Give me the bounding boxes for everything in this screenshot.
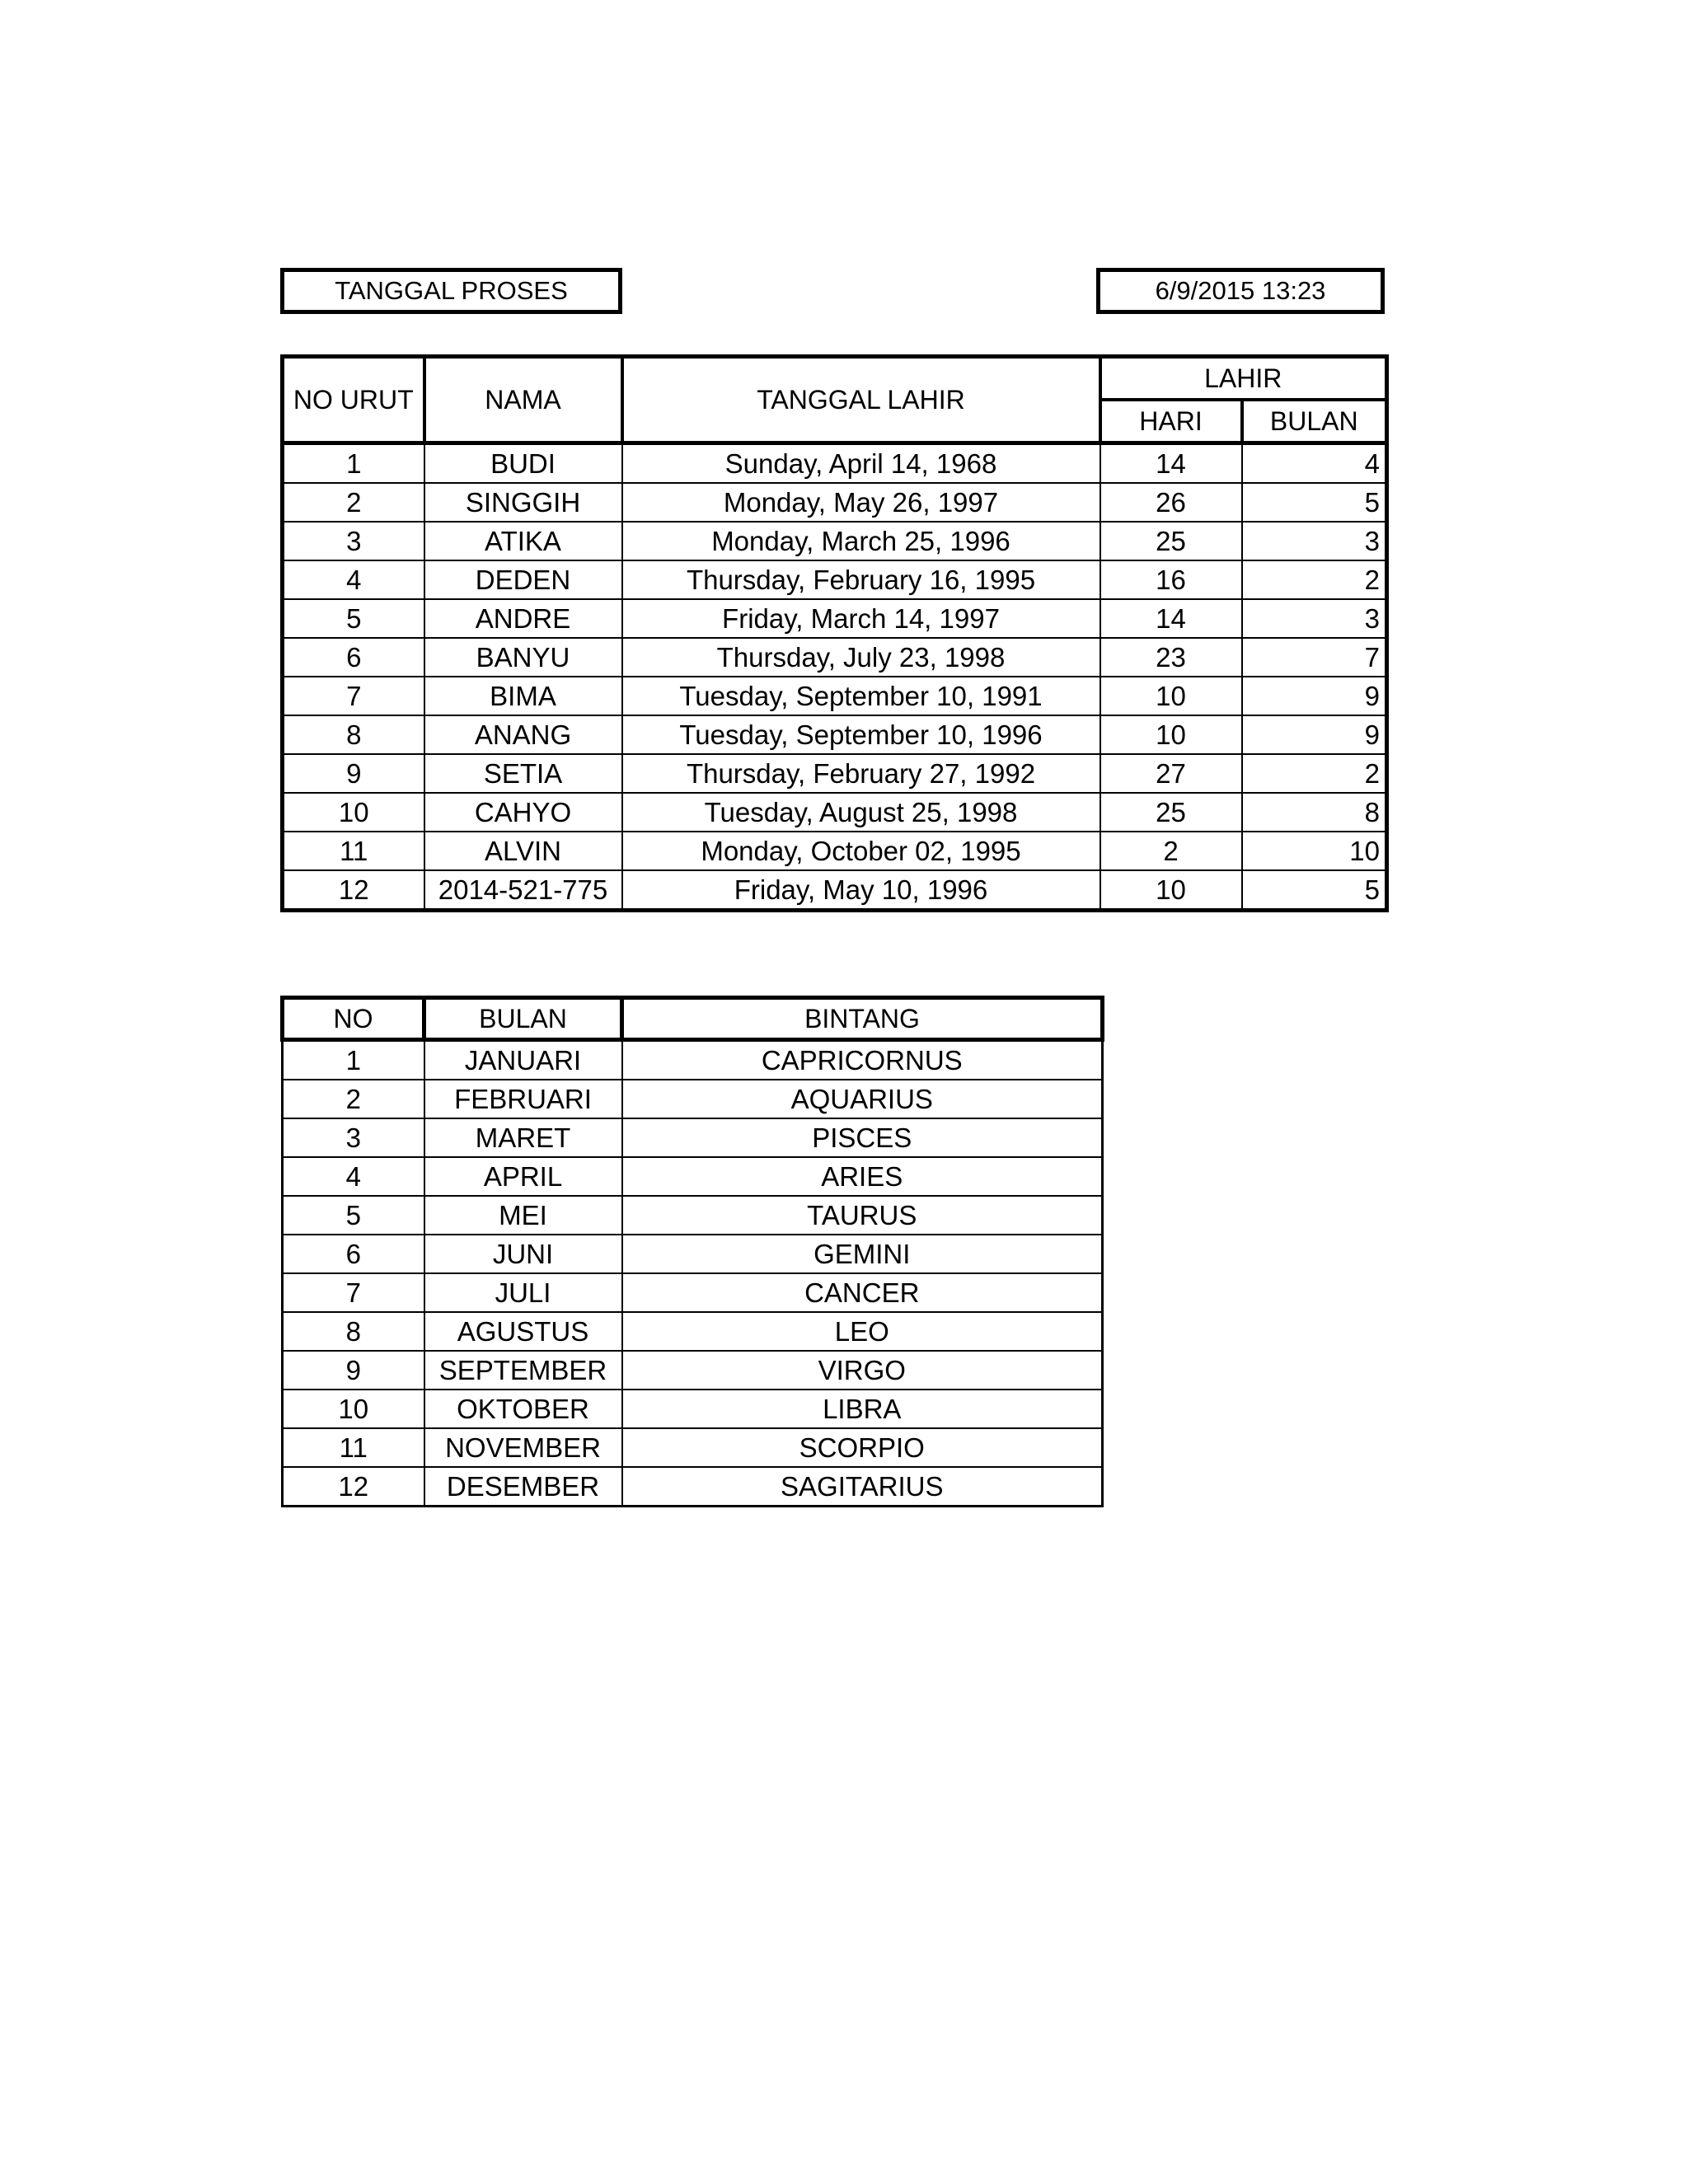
cell-tanggal[interactable]: Thursday, February 27, 1992 bbox=[622, 754, 1100, 793]
cell-tanggal[interactable]: Tuesday, September 10, 1991 bbox=[622, 677, 1100, 715]
cell-no[interactable]: 4 bbox=[283, 1157, 424, 1196]
cell-bintang[interactable]: TAURUS bbox=[622, 1196, 1103, 1235]
cell-tanggal[interactable]: Tuesday, August 25, 1998 bbox=[622, 793, 1100, 832]
cell-bulan[interactable]: 9 bbox=[1242, 677, 1387, 715]
cell-bulan[interactable]: APRIL bbox=[424, 1157, 622, 1196]
cell-no[interactable]: 5 bbox=[283, 1196, 424, 1235]
header-bulan-zodiac: BULAN bbox=[424, 998, 622, 1040]
table-row bbox=[283, 443, 1387, 484]
cell-no[interactable]: 4 bbox=[283, 560, 424, 599]
cell-bulan[interactable]: 7 bbox=[1242, 638, 1387, 677]
cell-tanggal[interactable]: Thursday, February 16, 1995 bbox=[622, 560, 1100, 599]
cell-no[interactable]: 11 bbox=[283, 832, 424, 870]
cell-nama[interactable]: DEDEN bbox=[424, 560, 622, 599]
cell-bintang[interactable]: LIBRA bbox=[622, 1390, 1103, 1428]
table-row bbox=[283, 677, 1387, 715]
cell-bulan[interactable]: 2 bbox=[1242, 560, 1387, 599]
cell-no[interactable]: 3 bbox=[283, 1118, 424, 1157]
table-row bbox=[283, 483, 1387, 522]
cell-hari[interactable]: 23 bbox=[1100, 638, 1242, 677]
table-row bbox=[283, 599, 1387, 638]
cell-tanggal[interactable]: Monday, October 02, 1995 bbox=[622, 832, 1100, 870]
table-row bbox=[283, 1080, 1103, 1118]
cell-hari[interactable]: 10 bbox=[1100, 715, 1242, 754]
cell-no[interactable]: 11 bbox=[283, 1428, 424, 1467]
cell-no[interactable]: 6 bbox=[283, 1235, 424, 1273]
table-row bbox=[283, 715, 1387, 754]
header-tanggal-lahir: TANGGAL LAHIR bbox=[622, 357, 1100, 443]
cell-hari[interactable]: 27 bbox=[1100, 754, 1242, 793]
cell-bulan[interactable]: JULI bbox=[424, 1273, 622, 1312]
header-hari: HARI bbox=[1100, 400, 1242, 443]
cell-bintang[interactable]: SAGITARIUS bbox=[622, 1467, 1103, 1507]
cell-no[interactable]: 8 bbox=[283, 1312, 424, 1351]
table-row bbox=[283, 832, 1387, 870]
cell-bintang[interactable]: LEO bbox=[622, 1312, 1103, 1351]
cell-hari[interactable]: 14 bbox=[1100, 599, 1242, 638]
table-row bbox=[283, 1273, 1103, 1312]
cell-no[interactable]: 3 bbox=[283, 522, 424, 560]
cell-bulan[interactable]: OKTOBER bbox=[424, 1390, 622, 1428]
cell-bulan[interactable]: MARET bbox=[424, 1118, 622, 1157]
cell-bulan[interactable]: 3 bbox=[1242, 522, 1387, 560]
cell-bulan[interactable]: JANUARI bbox=[424, 1040, 622, 1080]
header-no: NO bbox=[283, 998, 424, 1040]
header-nama: NAMA bbox=[424, 357, 622, 443]
header-lahir: LAHIR bbox=[1100, 357, 1387, 401]
birth-date-table bbox=[280, 354, 1389, 912]
cell-bulan[interactable]: 5 bbox=[1242, 483, 1387, 522]
cell-nama[interactable]: CAHYO bbox=[424, 793, 622, 832]
table-row bbox=[283, 638, 1387, 677]
cell-no[interactable]: 2 bbox=[283, 1080, 424, 1118]
table-row bbox=[283, 1428, 1103, 1467]
zodiac-table-body bbox=[283, 1040, 1103, 1507]
table-row bbox=[283, 1196, 1103, 1235]
table-row bbox=[283, 754, 1387, 793]
cell-bintang[interactable]: SCORPIO bbox=[622, 1428, 1103, 1467]
cell-tanggal[interactable]: Monday, May 26, 1997 bbox=[622, 483, 1100, 522]
cell-nama[interactable]: ALVIN bbox=[424, 832, 622, 870]
cell-bintang[interactable]: ARIES bbox=[622, 1157, 1103, 1196]
cell-bulan[interactable]: NOVEMBER bbox=[424, 1428, 622, 1467]
cell-no[interactable]: 10 bbox=[283, 793, 424, 832]
cell-no[interactable]: 7 bbox=[283, 1273, 424, 1312]
cell-nama[interactable]: ATIKA bbox=[424, 522, 622, 560]
cell-hari[interactable]: 26 bbox=[1100, 483, 1242, 522]
cell-nama[interactable]: ANANG bbox=[424, 715, 622, 754]
process-date-value[interactable]: 6/9/2015 13:23 bbox=[1096, 268, 1385, 314]
cell-bulan[interactable]: FEBRUARI bbox=[424, 1080, 622, 1118]
process-date-label: TANGGAL PROSES bbox=[280, 268, 622, 314]
table-row bbox=[283, 1312, 1103, 1351]
table-row bbox=[283, 1235, 1103, 1273]
cell-bulan[interactable]: DESEMBER bbox=[424, 1467, 622, 1507]
cell-bulan[interactable]: SEPTEMBER bbox=[424, 1351, 622, 1390]
cell-tanggal[interactable]: Friday, March 14, 1997 bbox=[622, 599, 1100, 638]
cell-nama[interactable]: SINGGIH bbox=[424, 483, 622, 522]
cell-bulan[interactable]: 8 bbox=[1242, 793, 1387, 832]
table-row bbox=[283, 793, 1387, 832]
cell-bulan[interactable]: AGUSTUS bbox=[424, 1312, 622, 1351]
table-row bbox=[283, 1157, 1103, 1196]
table-row bbox=[283, 1351, 1103, 1390]
cell-bulan[interactable]: MEI bbox=[424, 1196, 622, 1235]
cell-tanggal[interactable]: Monday, March 25, 1996 bbox=[622, 522, 1100, 560]
cell-bulan[interactable]: 3 bbox=[1242, 599, 1387, 638]
cell-bulan[interactable]: JUNI bbox=[424, 1235, 622, 1273]
cell-hari[interactable]: 10 bbox=[1100, 677, 1242, 715]
cell-hari[interactable]: 25 bbox=[1100, 793, 1242, 832]
cell-tanggal[interactable]: Friday, May 10, 1996 bbox=[622, 870, 1100, 911]
cell-nama[interactable]: ANDRE bbox=[424, 599, 622, 638]
header-no-urut: NO URUT bbox=[283, 357, 424, 443]
cell-bulan[interactable]: 5 bbox=[1242, 870, 1387, 911]
cell-bulan[interactable]: 10 bbox=[1242, 832, 1387, 870]
cell-bintang[interactable]: CANCER bbox=[622, 1273, 1103, 1312]
cell-nama[interactable]: 2014-521-775 bbox=[424, 870, 622, 911]
cell-no[interactable]: 12 bbox=[283, 870, 424, 911]
cell-no[interactable]: 8 bbox=[283, 715, 424, 754]
cell-bintang[interactable]: VIRGO bbox=[622, 1351, 1103, 1390]
cell-no[interactable]: 9 bbox=[283, 754, 424, 793]
cell-nama[interactable]: BANYU bbox=[424, 638, 622, 677]
cell-hari[interactable]: 14 bbox=[1100, 443, 1242, 484]
cell-bintang[interactable]: AQUARIUS bbox=[622, 1080, 1103, 1118]
cell-no[interactable]: 5 bbox=[283, 599, 424, 638]
table-row bbox=[283, 1390, 1103, 1428]
table-row bbox=[283, 1040, 1103, 1080]
cell-bulan[interactable]: 9 bbox=[1242, 715, 1387, 754]
cell-hari[interactable]: 25 bbox=[1100, 522, 1242, 560]
cell-hari[interactable]: 16 bbox=[1100, 560, 1242, 599]
cell-bintang[interactable]: CAPRICORNUS bbox=[622, 1040, 1103, 1080]
cell-hari[interactable]: 2 bbox=[1100, 832, 1242, 870]
cell-bintang[interactable]: PISCES bbox=[622, 1118, 1103, 1157]
table-row bbox=[283, 870, 1387, 911]
cell-no[interactable]: 1 bbox=[283, 443, 424, 484]
cell-hari[interactable]: 10 bbox=[1100, 870, 1242, 911]
cell-tanggal[interactable]: Tuesday, September 10, 1996 bbox=[622, 715, 1100, 754]
cell-tanggal[interactable]: Thursday, July 23, 1998 bbox=[622, 638, 1100, 677]
table-row bbox=[283, 522, 1387, 560]
cell-no[interactable]: 10 bbox=[283, 1390, 424, 1428]
cell-no[interactable]: 7 bbox=[283, 677, 424, 715]
cell-no[interactable]: 1 bbox=[283, 1040, 424, 1080]
birth-date-table-body bbox=[283, 443, 1387, 911]
cell-no[interactable]: 12 bbox=[283, 1467, 424, 1507]
table-row bbox=[283, 1118, 1103, 1157]
cell-tanggal[interactable]: Sunday, April 14, 1968 bbox=[622, 443, 1100, 484]
cell-no[interactable]: 9 bbox=[283, 1351, 424, 1390]
cell-nama[interactable]: BIMA bbox=[424, 677, 622, 715]
cell-no[interactable]: 6 bbox=[283, 638, 424, 677]
cell-nama[interactable]: BUDI bbox=[424, 443, 622, 484]
cell-bulan[interactable]: 4 bbox=[1242, 443, 1387, 484]
cell-bintang[interactable]: GEMINI bbox=[622, 1235, 1103, 1273]
table-row bbox=[283, 560, 1387, 599]
cell-bulan[interactable]: 2 bbox=[1242, 754, 1387, 793]
cell-no[interactable]: 2 bbox=[283, 483, 424, 522]
header-bulan: BULAN bbox=[1242, 400, 1387, 443]
header-bintang: BINTANG bbox=[622, 998, 1103, 1040]
table-row bbox=[283, 1467, 1103, 1507]
cell-nama[interactable]: SETIA bbox=[424, 754, 622, 793]
zodiac-table bbox=[280, 996, 1104, 1507]
